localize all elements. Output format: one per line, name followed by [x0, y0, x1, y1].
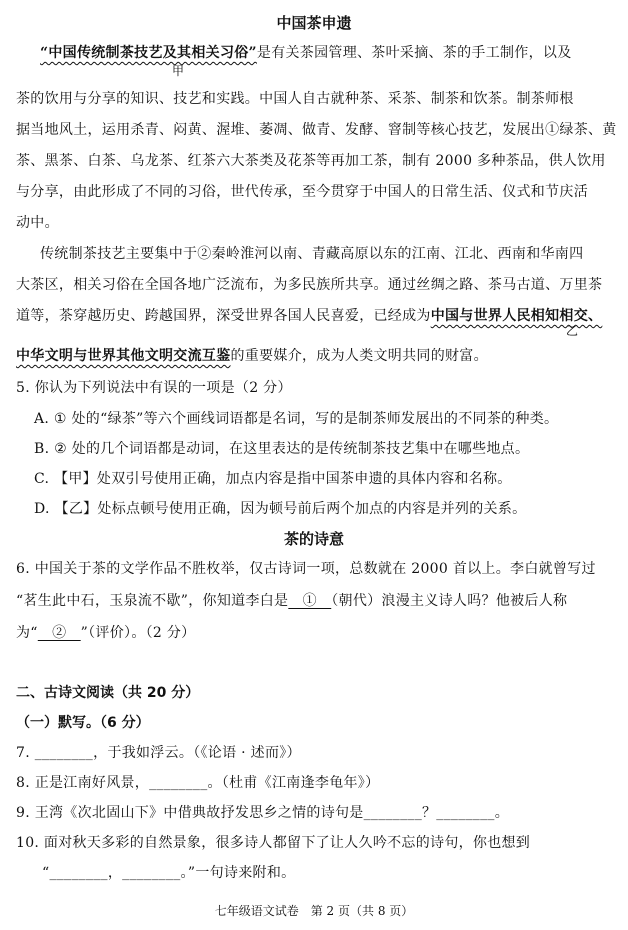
- heading-tea-poetry: 茶的诗意: [283, 530, 344, 548]
- p2-line4-rest: 的重要媒介，成为人类文明共同的财富。: [230, 348, 488, 364]
- q5-option-d: D. 【乙】处标点顿号使用正确，因为顿号前后两个加点的内容是并列的关系。: [34, 501, 527, 517]
- mark-yi: 乙: [566, 324, 579, 338]
- p2-line1: 传统制茶技艺主要集中于②秦岭淮河以南、青藏高原以东的江南、江北、西南和华南四: [40, 246, 584, 262]
- q9: 9. 王湾《次北固山下》中借典故抒发思乡之情的诗句是________？________。: [16, 805, 510, 821]
- subsection1-title: （一）默写。（6 分）: [16, 715, 150, 731]
- q5-stem: 5. 你认为下列说法中有误的一项是（2 分）: [16, 380, 292, 396]
- q6-line2: [16, 590, 567, 610]
- q7: 7. ________，于我如浮云。（《论语 · 述而》）: [16, 745, 301, 761]
- p2-line3-text: 道等，茶穿越历史、跨越国界，深受世界各国人民喜爱，已经成为: [16, 308, 431, 324]
- q6-line2-text: “茗生此中石，玉泉流不歇”，你知道李白是: [16, 593, 289, 609]
- p2-phrase-2: 中华文明与世界其他文明交流互鉴: [16, 348, 231, 364]
- p2-line3: [16, 305, 602, 325]
- heading-tea-heritage: 中国茶申遗: [276, 14, 352, 32]
- q5-option-c: C. 【甲】处双引号使用正确，加点内容是指中国茶申遗的具体内容和名称。: [34, 471, 512, 487]
- p1-line1: [40, 42, 572, 62]
- q6-line3-rest: ”（评价）。（2 分）: [80, 625, 196, 641]
- q5-option-b: B. ② 处的几个词语都是动词，在这里表达的是传统制茶技艺集中在哪些地点。: [34, 441, 530, 457]
- q6-line3: [16, 622, 196, 642]
- p2-phrase-1: 中国与世界人民相知相交、: [430, 308, 603, 324]
- q6-line2-rest: （朝代）浪漫主义诗人吗？他被后人称: [331, 593, 568, 609]
- p1-line4: 茶、黑茶、白茶、乌龙茶、红茶六大茶类及花茶等再加工茶，制有 2000 多种茶品，供人饮用: [16, 153, 606, 169]
- p1-line5: 与分享，由此形成了不同的习俗，世代传承，至今贯穿于中国人的日常生活、仪式和节庆活: [16, 184, 588, 200]
- q5-option-a: A. ① 处的“绿茶”等六个画线词语都是名词，写的是制茶师发展出的不同茶的种类。: [34, 411, 559, 427]
- q6-line3-text: 为“: [16, 625, 38, 641]
- q10-line2: “________，________。”一句诗来附和。: [42, 865, 296, 881]
- p1-line2: 茶的饮用与分享的知识、技艺和实践。中国人自古就种茶、采茶、制茶和饮茶。制茶师根: [16, 91, 574, 107]
- q6-blank-2[interactable]: ②: [37, 625, 81, 641]
- q8: 8. 正是江南好风景，________。（杜甫《江南逢李龟年》）: [16, 775, 380, 791]
- p1-quoted-name: “中国传统制茶技艺及其相关习俗”: [40, 45, 257, 61]
- p2-line4: [16, 345, 488, 365]
- q6-line1: 6. 中国关于茶的文学作品不胜枚举，仅古诗词一项，总数就在 2000 首以上。李白就曾写过: [16, 561, 596, 577]
- page-footer: 七年级语文试卷 第 2 页（共 8 页）: [214, 904, 414, 918]
- q6-blank-1[interactable]: ①: [288, 593, 332, 609]
- mark-jia: 甲: [172, 64, 185, 78]
- p1-line6: 动中。: [16, 215, 59, 231]
- p2-line2: 大茶区，相关习俗在全国各地广泛流布，为多民族所共享。通过丝绸之路、茶马古道、万里茶: [16, 277, 603, 293]
- p1-line1-rest: 是有关茶园管理、茶叶采摘、茶的手工制作，以及: [256, 45, 572, 61]
- p1-line3: 据当地风土，运用杀青、闷黄、渥堆、萎凋、做青、发酵、窨制等核心技艺，发展出①绿茶、黄: [16, 122, 617, 138]
- q10-line1: 10. 面对秋天多彩的自然景象，很多诗人都留下了让人久吟不忘的诗句，你也想到: [16, 835, 531, 851]
- section2-title: 二、古诗文阅读（共 20 分）: [16, 685, 200, 701]
